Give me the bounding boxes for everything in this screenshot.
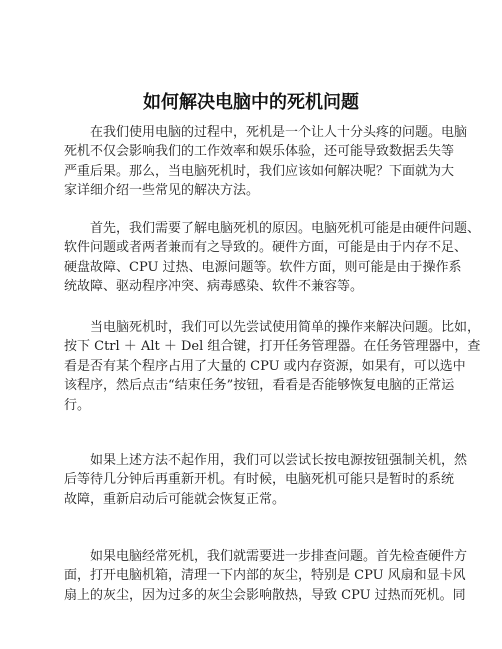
text-line: 行。 (64, 397, 91, 413)
text-line: 故障，重新启动后可能就会恢复正常。 (64, 491, 286, 507)
text-line: 统故障、驱动程序冲突、病毒感染、软件不兼容等。 (64, 279, 364, 295)
text-line: 严重后果。那么，当电脑死机时，我们应该如何解决呢？下面就为大 (64, 163, 455, 179)
paragraph-task-manager (64, 318, 481, 415)
document-title: 如何解决电脑中的死机问题 (143, 92, 359, 113)
text-line: 软件问题或者两者兼而有之导致的。硬件方面，可能是由于内存不足、 (64, 240, 468, 256)
text-line: 扇上的灰尘，因为过多的灰尘会影响散热，导致 CPU 过热而死机。同 (64, 587, 466, 603)
paragraph-force-shutdown (64, 451, 468, 509)
paragraph-causes (64, 219, 481, 297)
paragraph-hardware-check (64, 547, 468, 605)
text-line: 按下 Ctrl ＋ Alt ＋ Del 组合键，打开任务管理器。在任务管理器中，查 (64, 339, 481, 355)
text-line: 当电脑死机时，我们可以先尝试使用简单的操作来解决问题。比如， (64, 320, 481, 335)
text-line: 该程序，然后点击“结束任务”按钮，看看是否能够恢复电脑的正常运 (64, 378, 455, 394)
text-line: 如果电脑经常死机，我们就需要进一步排查问题。首先检查硬件方 (64, 549, 468, 564)
text-line: 如果上述方法不起作用，我们可以尝试长按电源按钮强制关机，然 (64, 453, 468, 468)
paragraph-intro (64, 123, 468, 201)
text-line: 家详细介绍一些常见的解决方法。 (64, 183, 260, 199)
text-line: 后等待几分钟后再重新开机。有时候，电脑死机可能只是暂时的系统 (64, 472, 455, 488)
text-line: 首先，我们需要了解电脑死机的原因。电脑死机可能是由硬件问题、 (64, 221, 481, 236)
text-line: 在我们使用电脑的过程中，死机是一个让人十分头疼的问题。电脑 (64, 125, 468, 140)
text-line: 面，打开电脑机箱，清理一下内部的灰尘，特别是 CPU 风扇和显卡风 (64, 568, 466, 584)
text-line: 硬盘故障、CPU 过热、电源问题等。软件方面，则可能是由于操作系 (64, 259, 462, 275)
text-line: 看是否有某个程序占用了大量的 CPU 或内存资源，如果有，可以选中 (64, 358, 466, 374)
text-line: 死机不仅会影响我们的工作效率和娱乐体验，还可能导致数据丢失等 (64, 144, 455, 160)
